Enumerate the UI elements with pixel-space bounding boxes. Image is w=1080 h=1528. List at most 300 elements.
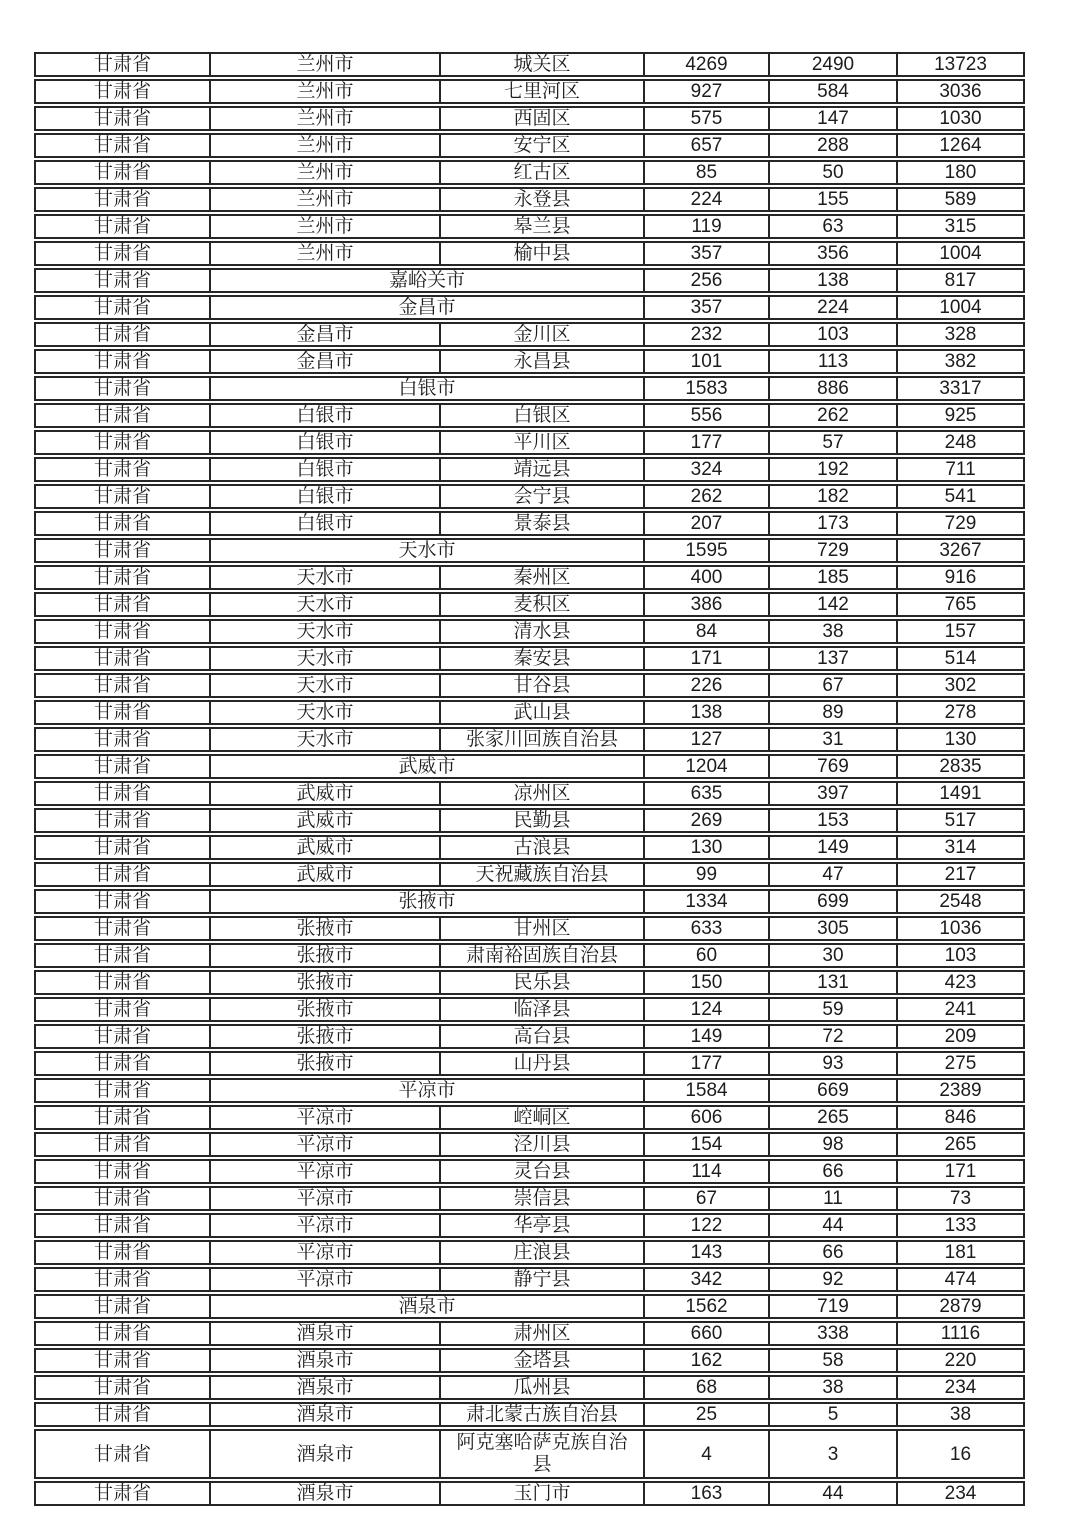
value-cell-1: 154 [645, 1132, 770, 1157]
district-cell: 靖远县 [441, 457, 645, 482]
district-cell: 高台县 [441, 1024, 645, 1049]
city-cell: 平凉市 [211, 1213, 441, 1238]
province-cell: 甘肃省 [34, 1294, 211, 1319]
value-cell-3: 541 [898, 484, 1025, 509]
city-cell: 平凉市 [211, 1240, 441, 1265]
value-cell-1: 224 [645, 187, 770, 212]
district-cell: 城关区 [441, 52, 645, 77]
province-cell: 甘肃省 [34, 1267, 211, 1292]
value-cell-3: 103 [898, 943, 1025, 968]
province-cell: 甘肃省 [34, 1105, 211, 1130]
district-cell: 甘州区 [441, 916, 645, 941]
province-cell: 甘肃省 [34, 943, 211, 968]
district-row [34, 916, 1025, 941]
value-cell-3: 474 [898, 1267, 1025, 1292]
value-cell-3: 248 [898, 430, 1025, 455]
district-row [34, 1267, 1025, 1292]
district-row [34, 187, 1025, 212]
city-cell: 平凉市 [211, 1159, 441, 1184]
province-cell: 甘肃省 [34, 889, 211, 914]
city-cell: 酒泉市 [211, 1375, 441, 1400]
value-cell-2: 173 [770, 511, 898, 536]
province-cell: 甘肃省 [34, 214, 211, 239]
district-cell: 永登县 [441, 187, 645, 212]
province-cell: 甘肃省 [34, 1132, 211, 1157]
value-cell-3: 3036 [898, 79, 1025, 104]
value-cell-3: 130 [898, 727, 1025, 752]
value-cell-2: 66 [770, 1159, 898, 1184]
district-cell: 白银区 [441, 403, 645, 428]
value-cell-2: 59 [770, 997, 898, 1022]
value-cell-1: 122 [645, 1213, 770, 1238]
district-cell: 榆中县 [441, 241, 645, 266]
value-cell-2: 699 [770, 889, 898, 914]
city-cell: 金昌市 [211, 322, 441, 347]
city-merged-cell: 白银市 [211, 376, 645, 401]
value-cell-2: 137 [770, 646, 898, 671]
value-cell-2: 356 [770, 241, 898, 266]
value-cell-1: 1204 [645, 754, 770, 779]
province-cell: 甘肃省 [34, 484, 211, 509]
province-cell: 甘肃省 [34, 1348, 211, 1373]
value-cell-1: 575 [645, 106, 770, 131]
province-cell: 甘肃省 [34, 79, 211, 104]
value-cell-2: 192 [770, 457, 898, 482]
value-cell-3: 423 [898, 970, 1025, 995]
district-cell: 华亭县 [441, 1213, 645, 1238]
value-cell-2: 3 [770, 1429, 898, 1479]
value-cell-3: 1264 [898, 133, 1025, 158]
province-cell: 甘肃省 [34, 295, 211, 320]
province-cell: 甘肃省 [34, 52, 211, 77]
city-cell: 武威市 [211, 862, 441, 887]
value-cell-2: 147 [770, 106, 898, 131]
district-row [34, 1051, 1025, 1076]
value-cell-3: 1004 [898, 295, 1025, 320]
province-cell: 甘肃省 [34, 916, 211, 941]
value-cell-3: 241 [898, 997, 1025, 1022]
district-row [34, 214, 1025, 239]
value-cell-1: 1334 [645, 889, 770, 914]
value-cell-2: 138 [770, 268, 898, 293]
province-cell: 甘肃省 [34, 1429, 211, 1479]
value-cell-2: 31 [770, 727, 898, 752]
value-cell-1: 101 [645, 349, 770, 374]
value-cell-3: 817 [898, 268, 1025, 293]
value-cell-1: 143 [645, 1240, 770, 1265]
district-row [34, 1213, 1025, 1238]
value-cell-2: 44 [770, 1213, 898, 1238]
value-cell-1: 162 [645, 1348, 770, 1373]
value-cell-1: 1583 [645, 376, 770, 401]
city-cell: 兰州市 [211, 187, 441, 212]
value-cell-1: 84 [645, 619, 770, 644]
value-cell-1: 386 [645, 592, 770, 617]
value-cell-1: 85 [645, 160, 770, 185]
province-cell: 甘肃省 [34, 538, 211, 563]
city-cell: 天水市 [211, 646, 441, 671]
value-cell-3: 1004 [898, 241, 1025, 266]
city-cell: 兰州市 [211, 160, 441, 185]
province-cell: 甘肃省 [34, 592, 211, 617]
value-cell-1: 606 [645, 1105, 770, 1130]
province-cell: 甘肃省 [34, 970, 211, 995]
province-cell: 甘肃省 [34, 268, 211, 293]
city-cell: 张掖市 [211, 970, 441, 995]
value-cell-3: 73 [898, 1186, 1025, 1211]
district-row [34, 1321, 1025, 1346]
city-cell: 兰州市 [211, 241, 441, 266]
province-cell: 甘肃省 [34, 241, 211, 266]
province-cell: 甘肃省 [34, 322, 211, 347]
district-cell: 金塔县 [441, 1348, 645, 1373]
value-cell-3: 3317 [898, 376, 1025, 401]
value-cell-1: 324 [645, 457, 770, 482]
district-row [34, 808, 1025, 833]
value-cell-1: 635 [645, 781, 770, 806]
table-body [34, 52, 1025, 1506]
district-row [34, 430, 1025, 455]
district-cell: 清水县 [441, 619, 645, 644]
district-cell: 瓜州县 [441, 1375, 645, 1400]
value-cell-3: 275 [898, 1051, 1025, 1076]
city-cell: 白银市 [211, 511, 441, 536]
city-total-row [34, 1294, 1025, 1319]
value-cell-2: 30 [770, 943, 898, 968]
value-cell-3: 181 [898, 1240, 1025, 1265]
province-cell: 甘肃省 [34, 1240, 211, 1265]
city-cell: 白银市 [211, 484, 441, 509]
value-cell-2: 5 [770, 1402, 898, 1427]
city-total-row [34, 295, 1025, 320]
value-cell-1: 1584 [645, 1078, 770, 1103]
value-cell-1: 130 [645, 835, 770, 860]
province-cell: 甘肃省 [34, 1024, 211, 1049]
value-cell-2: 265 [770, 1105, 898, 1130]
district-cell: 安宁区 [441, 133, 645, 158]
district-cell: 民乐县 [441, 970, 645, 995]
value-cell-2: 338 [770, 1321, 898, 1346]
district-cell: 秦安县 [441, 646, 645, 671]
district-cell: 会宁县 [441, 484, 645, 509]
city-cell: 平凉市 [211, 1105, 441, 1130]
value-cell-1: 177 [645, 1051, 770, 1076]
district-row [34, 52, 1025, 77]
district-cell: 民勤县 [441, 808, 645, 833]
province-cell: 甘肃省 [34, 1321, 211, 1346]
district-cell: 临泽县 [441, 997, 645, 1022]
value-cell-3: 157 [898, 619, 1025, 644]
district-cell: 崇信县 [441, 1186, 645, 1211]
value-cell-3: 2389 [898, 1078, 1025, 1103]
district-cell: 静宁县 [441, 1267, 645, 1292]
district-cell: 天祝藏族自治县 [441, 862, 645, 887]
district-cell: 阿克塞哈萨克族自治县 [441, 1429, 645, 1479]
value-cell-1: 400 [645, 565, 770, 590]
district-row [34, 1375, 1025, 1400]
city-cell: 天水市 [211, 565, 441, 590]
gansu-region-statistics-table [34, 50, 1025, 1508]
value-cell-3: 589 [898, 187, 1025, 212]
value-cell-3: 2835 [898, 754, 1025, 779]
city-cell: 白银市 [211, 457, 441, 482]
district-cell: 麦积区 [441, 592, 645, 617]
value-cell-2: 67 [770, 673, 898, 698]
value-cell-2: 153 [770, 808, 898, 833]
value-cell-1: 256 [645, 268, 770, 293]
district-row [34, 322, 1025, 347]
city-cell: 张掖市 [211, 1051, 441, 1076]
district-row [34, 1348, 1025, 1373]
value-cell-2: 44 [770, 1481, 898, 1506]
value-cell-2: 11 [770, 1186, 898, 1211]
value-cell-3: 2879 [898, 1294, 1025, 1319]
city-cell: 天水市 [211, 592, 441, 617]
city-cell: 张掖市 [211, 997, 441, 1022]
value-cell-3: 1030 [898, 106, 1025, 131]
value-cell-1: 138 [645, 700, 770, 725]
value-cell-1: 119 [645, 214, 770, 239]
value-cell-1: 269 [645, 808, 770, 833]
city-cell: 兰州市 [211, 133, 441, 158]
value-cell-1: 660 [645, 1321, 770, 1346]
value-cell-2: 103 [770, 322, 898, 347]
value-cell-1: 177 [645, 430, 770, 455]
value-cell-3: 234 [898, 1375, 1025, 1400]
province-cell: 甘肃省 [34, 1402, 211, 1427]
value-cell-3: 16 [898, 1429, 1025, 1479]
district-cell: 张家川回族自治县 [441, 727, 645, 752]
value-cell-3: 217 [898, 862, 1025, 887]
province-cell: 甘肃省 [34, 646, 211, 671]
city-total-row [34, 1078, 1025, 1103]
value-cell-2: 262 [770, 403, 898, 428]
province-cell: 甘肃省 [34, 754, 211, 779]
district-cell: 崆峒区 [441, 1105, 645, 1130]
city-cell: 平凉市 [211, 1267, 441, 1292]
value-cell-1: 150 [645, 970, 770, 995]
city-cell: 白银市 [211, 430, 441, 455]
value-cell-2: 38 [770, 1375, 898, 1400]
value-cell-2: 92 [770, 1267, 898, 1292]
city-cell: 平凉市 [211, 1186, 441, 1211]
value-cell-3: 13723 [898, 52, 1025, 77]
value-cell-3: 278 [898, 700, 1025, 725]
city-cell: 天水市 [211, 619, 441, 644]
province-cell: 甘肃省 [34, 376, 211, 401]
city-cell: 金昌市 [211, 349, 441, 374]
district-cell: 玉门市 [441, 1481, 645, 1506]
city-total-row [34, 538, 1025, 563]
value-cell-2: 57 [770, 430, 898, 455]
value-cell-1: 67 [645, 1186, 770, 1211]
province-cell: 甘肃省 [34, 349, 211, 374]
value-cell-1: 262 [645, 484, 770, 509]
value-cell-3: 265 [898, 1132, 1025, 1157]
value-cell-1: 124 [645, 997, 770, 1022]
district-cell: 灵台县 [441, 1159, 645, 1184]
value-cell-2: 98 [770, 1132, 898, 1157]
city-cell: 酒泉市 [211, 1402, 441, 1427]
city-cell: 兰州市 [211, 106, 441, 131]
value-cell-1: 60 [645, 943, 770, 968]
city-merged-cell: 嘉峪关市 [211, 268, 645, 293]
value-cell-3: 328 [898, 322, 1025, 347]
city-total-row [34, 376, 1025, 401]
district-row [34, 1105, 1025, 1130]
value-cell-1: 207 [645, 511, 770, 536]
district-cell: 山丹县 [441, 1051, 645, 1076]
district-cell: 肃南裕固族自治县 [441, 943, 645, 968]
city-cell: 平凉市 [211, 1132, 441, 1157]
district-cell: 金川区 [441, 322, 645, 347]
district-row [34, 1429, 1025, 1479]
value-cell-2: 47 [770, 862, 898, 887]
value-cell-3: 711 [898, 457, 1025, 482]
province-cell: 甘肃省 [34, 1213, 211, 1238]
district-cell: 古浪县 [441, 835, 645, 860]
district-cell: 庄浪县 [441, 1240, 645, 1265]
value-cell-2: 66 [770, 1240, 898, 1265]
province-cell: 甘肃省 [34, 700, 211, 725]
province-cell: 甘肃省 [34, 781, 211, 806]
value-cell-1: 226 [645, 673, 770, 698]
city-cell: 武威市 [211, 835, 441, 860]
value-cell-1: 357 [645, 241, 770, 266]
province-cell: 甘肃省 [34, 565, 211, 590]
value-cell-1: 149 [645, 1024, 770, 1049]
city-cell: 张掖市 [211, 916, 441, 941]
province-cell: 甘肃省 [34, 187, 211, 212]
value-cell-3: 1116 [898, 1321, 1025, 1346]
value-cell-2: 131 [770, 970, 898, 995]
value-cell-1: 1595 [645, 538, 770, 563]
district-row [34, 592, 1025, 617]
province-cell: 甘肃省 [34, 1481, 211, 1506]
value-cell-2: 769 [770, 754, 898, 779]
value-cell-3: 729 [898, 511, 1025, 536]
value-cell-2: 305 [770, 916, 898, 941]
value-cell-3: 220 [898, 1348, 1025, 1373]
value-cell-2: 886 [770, 376, 898, 401]
value-cell-1: 1562 [645, 1294, 770, 1319]
city-cell: 酒泉市 [211, 1481, 441, 1506]
province-cell: 甘肃省 [34, 1078, 211, 1103]
value-cell-1: 25 [645, 1402, 770, 1427]
province-cell: 甘肃省 [34, 862, 211, 887]
value-cell-2: 113 [770, 349, 898, 374]
district-cell: 肃州区 [441, 1321, 645, 1346]
city-cell: 张掖市 [211, 943, 441, 968]
value-cell-2: 93 [770, 1051, 898, 1076]
district-cell: 凉州区 [441, 781, 645, 806]
value-cell-2: 155 [770, 187, 898, 212]
value-cell-1: 357 [645, 295, 770, 320]
city-merged-cell: 张掖市 [211, 889, 645, 914]
city-cell: 兰州市 [211, 52, 441, 77]
city-merged-cell: 天水市 [211, 538, 645, 563]
province-cell: 甘肃省 [34, 1186, 211, 1211]
city-merged-cell: 武威市 [211, 754, 645, 779]
value-cell-3: 925 [898, 403, 1025, 428]
province-cell: 甘肃省 [34, 808, 211, 833]
district-row [34, 997, 1025, 1022]
value-cell-3: 2548 [898, 889, 1025, 914]
district-row [34, 1132, 1025, 1157]
value-cell-1: 232 [645, 322, 770, 347]
district-row [34, 241, 1025, 266]
value-cell-2: 224 [770, 295, 898, 320]
value-cell-1: 657 [645, 133, 770, 158]
district-row [34, 700, 1025, 725]
province-cell: 甘肃省 [34, 457, 211, 482]
value-cell-3: 171 [898, 1159, 1025, 1184]
province-cell: 甘肃省 [34, 619, 211, 644]
value-cell-1: 927 [645, 79, 770, 104]
province-cell: 甘肃省 [34, 106, 211, 131]
value-cell-1: 633 [645, 916, 770, 941]
value-cell-2: 149 [770, 835, 898, 860]
district-cell: 红古区 [441, 160, 645, 185]
district-row [34, 619, 1025, 644]
city-total-row [34, 268, 1025, 293]
value-cell-1: 556 [645, 403, 770, 428]
province-cell: 甘肃省 [34, 511, 211, 536]
value-cell-1: 4269 [645, 52, 770, 77]
city-cell: 武威市 [211, 781, 441, 806]
value-cell-3: 1491 [898, 781, 1025, 806]
city-cell: 酒泉市 [211, 1321, 441, 1346]
value-cell-2: 288 [770, 133, 898, 158]
value-cell-3: 315 [898, 214, 1025, 239]
document-page [34, 50, 1025, 1508]
province-cell: 甘肃省 [34, 727, 211, 752]
value-cell-1: 99 [645, 862, 770, 887]
city-merged-cell: 金昌市 [211, 295, 645, 320]
city-cell: 酒泉市 [211, 1429, 441, 1479]
district-row [34, 1024, 1025, 1049]
value-cell-1: 163 [645, 1481, 770, 1506]
value-cell-2: 185 [770, 565, 898, 590]
district-cell: 肃北蒙古族自治县 [441, 1402, 645, 1427]
district-row [34, 1159, 1025, 1184]
province-cell: 甘肃省 [34, 160, 211, 185]
district-row [34, 727, 1025, 752]
city-cell: 天水市 [211, 727, 441, 752]
city-cell: 酒泉市 [211, 1348, 441, 1373]
value-cell-2: 38 [770, 619, 898, 644]
district-cell: 平川区 [441, 430, 645, 455]
value-cell-3: 514 [898, 646, 1025, 671]
value-cell-1: 171 [645, 646, 770, 671]
value-cell-1: 127 [645, 727, 770, 752]
value-cell-3: 846 [898, 1105, 1025, 1130]
value-cell-2: 729 [770, 538, 898, 563]
value-cell-1: 4 [645, 1429, 770, 1479]
value-cell-2: 719 [770, 1294, 898, 1319]
value-cell-3: 1036 [898, 916, 1025, 941]
district-cell: 泾川县 [441, 1132, 645, 1157]
district-cell: 西固区 [441, 106, 645, 131]
district-row [34, 511, 1025, 536]
district-row [34, 565, 1025, 590]
district-cell: 七里河区 [441, 79, 645, 104]
city-cell: 天水市 [211, 700, 441, 725]
value-cell-3: 517 [898, 808, 1025, 833]
district-row [34, 106, 1025, 131]
value-cell-2: 63 [770, 214, 898, 239]
value-cell-2: 58 [770, 1348, 898, 1373]
